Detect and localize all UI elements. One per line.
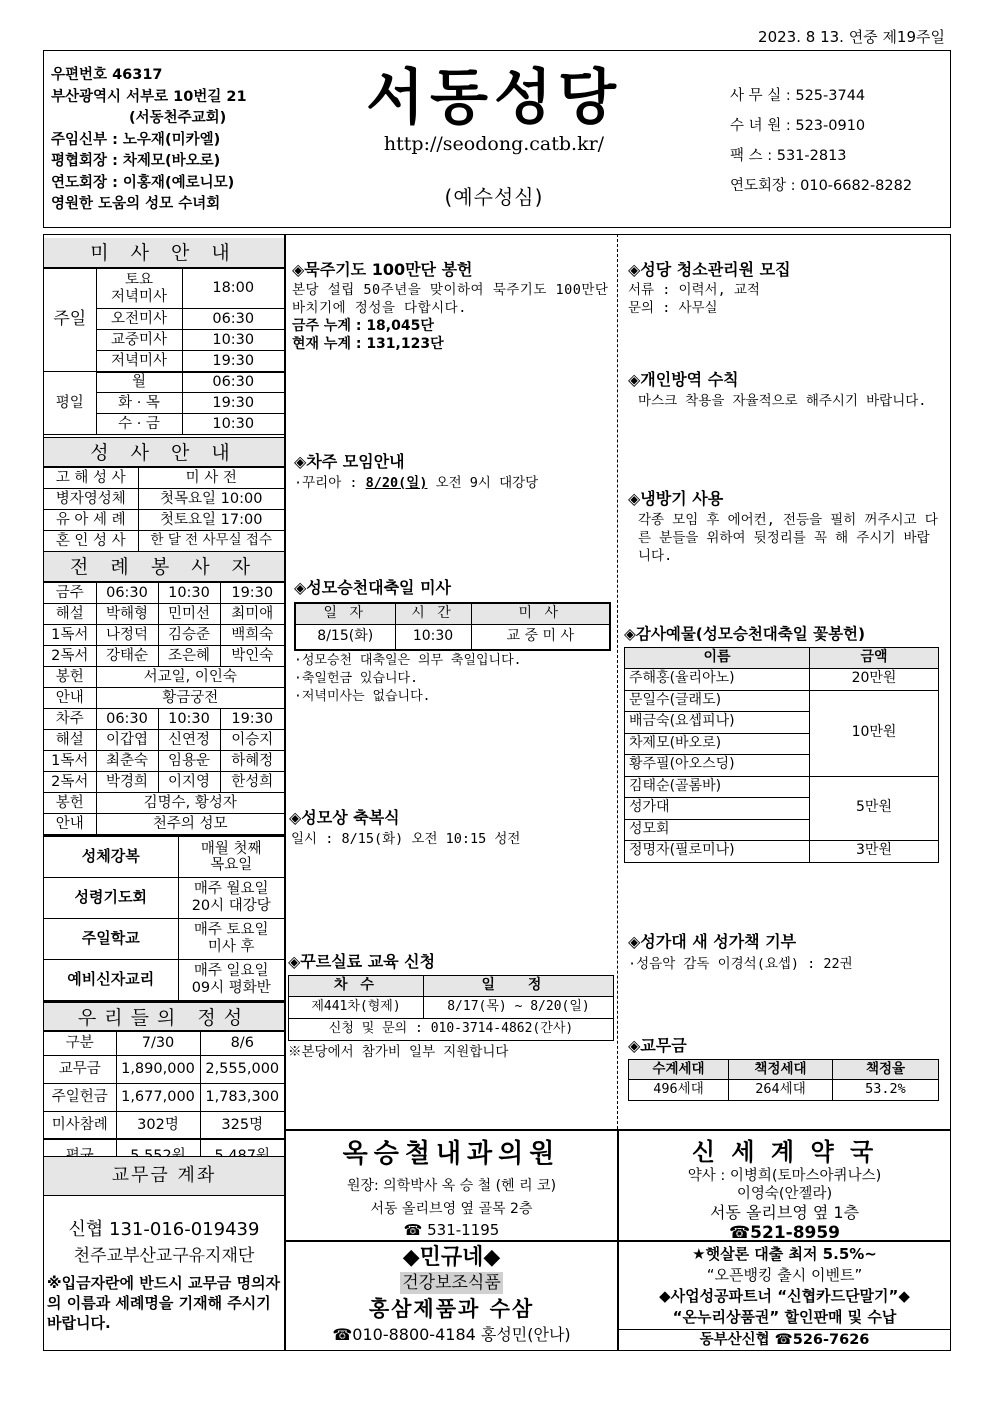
servers-header: 전 례 봉 사 자: [44, 552, 284, 582]
ginseng-phone: ☎010-8800-4184 홍성민(안나): [332, 1325, 571, 1344]
offering-label: 교무금: [44, 1055, 116, 1083]
server-name: 박경희: [96, 772, 158, 793]
thanks-header-row: [625, 648, 939, 669]
mass-header: 미 사 안 내: [44, 238, 284, 268]
sacrament-time: 미 사 전: [138, 468, 284, 489]
server-row: [44, 625, 284, 646]
sacrament-name: 병자영성체: [44, 489, 138, 510]
cursillo-contact: 신청 및 문의 : 010-3714-4862(간사): [289, 1019, 614, 1041]
website-link[interactable]: http://seodong.catb.kr/: [383, 133, 605, 155]
group-schedule: 매월 첫째 목요일: [178, 836, 284, 877]
server-name: 신연정: [158, 730, 220, 751]
servers-table: [44, 582, 284, 835]
group-name: 성령기도회: [44, 877, 178, 918]
server-row: [44, 709, 284, 730]
meeting-line: [294, 474, 616, 492]
cursillo-note: ※본당에서 참가비 일부 지원합니다: [288, 1044, 509, 1060]
note-item: ·성모승천 대축일은 의무 축일입니다.: [294, 653, 522, 668]
feast-subtitle: (예수성심): [444, 185, 544, 209]
mass-table: [44, 268, 284, 435]
donation-amount: 5만원: [810, 776, 939, 841]
bank-voucher: “온누리상품권” 할인판매 및 수납: [672, 1308, 897, 1326]
aircon-body: 각종 모임 후 에어컨, 전등을 필히 꺼주시고 다른 분들을 위하여 뒷정리를 꼭 해 주시기 바랍니다.: [638, 512, 938, 564]
donation-amount: 3만원: [810, 841, 939, 863]
thanks-row: [625, 776, 939, 798]
fax-number: 팩 스 : 531-2813: [730, 148, 847, 164]
group-name: 주일학교: [44, 918, 178, 959]
col-amount: 금액: [810, 648, 939, 669]
dues-households: 496세대: [629, 1080, 729, 1101]
donor-name: 정명자(필로미나): [625, 841, 810, 863]
col-assessed: 책정세대: [729, 1060, 833, 1080]
server-name: 이승지: [220, 730, 284, 751]
ginseng-goods: 홍삼제품과 수삼: [368, 1297, 535, 1321]
donor-name: 차제모(바오로): [625, 733, 810, 755]
aircon-title: ◈냉방기 사용: [628, 489, 724, 508]
council-president: 평협회장 : 차제모(바오로): [51, 153, 221, 169]
col-name: 이름: [625, 648, 810, 669]
account-note: ※입금자란에 반드시 교무금 명의자의 이름과 세례명을 기재해 주시기 바랍니다.: [47, 1274, 281, 1332]
server-role: 1독서: [44, 751, 96, 772]
blessing-body: 일시 : 8/15(화) 오전 10:15 성전: [291, 831, 521, 847]
sacrament-name: 유 아 세 례: [44, 510, 138, 531]
server-row: [44, 772, 284, 793]
server-role: 안내: [44, 814, 96, 835]
bank-ad: [619, 1242, 950, 1350]
donation-amount: 10만원: [810, 690, 939, 776]
offering-value: 1,677,000: [116, 1083, 200, 1111]
mass-time: 06:30: [182, 372, 284, 393]
server-row: [44, 793, 284, 814]
server-name: 민미선: [158, 604, 220, 625]
server-name: 서교일, 이인숙: [96, 667, 284, 688]
groups-table: [44, 835, 284, 1001]
column-divider-dashed: [617, 234, 618, 1129]
ginseng-shop-name: ◆민규네◆: [402, 1245, 501, 1270]
convent-phone: 수 녀 원 : 523-0910: [730, 118, 866, 134]
server-row: [44, 814, 284, 835]
server-name: 19:30: [220, 583, 284, 604]
meeting-date: 8/20(일): [365, 475, 428, 491]
col-date: 일 자: [295, 603, 395, 624]
group-name: 성체강복: [44, 836, 178, 877]
offering-value: 2,555,000: [200, 1055, 284, 1083]
blessing-section: [289, 808, 611, 848]
server-name: 최춘숙: [96, 751, 158, 772]
server-name: 이지영: [158, 772, 220, 793]
account-number: 신협 131-016-019439: [68, 1219, 260, 1240]
offering-table: [44, 1031, 284, 1173]
server-name: 이갑엽: [96, 730, 158, 751]
offering-col: 구분: [44, 1031, 116, 1055]
server-row: [44, 646, 284, 667]
col-households: 수계세대: [629, 1060, 729, 1080]
server-name: 최미애: [220, 604, 284, 625]
cleaner-title: ◈성당 청소관리원 모집: [628, 260, 791, 279]
offering-header-row: [44, 1031, 284, 1055]
server-name: 10:30: [158, 709, 220, 730]
server-name: 19:30: [220, 709, 284, 730]
server-name: 강태순: [96, 646, 158, 667]
dues-section: [628, 1036, 940, 1101]
cursillo-session: 제441차(형제): [289, 997, 424, 1019]
server-row: [44, 688, 284, 709]
server-row: [44, 751, 284, 772]
page-title: 서동성당: [366, 63, 622, 133]
offering-value: 1,783,300: [200, 1083, 284, 1111]
note-item: ·저녁미사는 없습니다.: [294, 689, 431, 704]
assumption-section: [294, 578, 612, 706]
col-time: 시 간: [395, 603, 471, 624]
offering-row: [44, 1055, 284, 1083]
server-name: 06:30: [96, 583, 158, 604]
pharmacist-1: 약사 : 이병희(토마스아퀴나스): [687, 1168, 882, 1184]
rosary-weekly-count: 금주 누계 : 18,045단: [292, 318, 434, 334]
group-row: [44, 836, 284, 877]
sat-evening: 토요 저녁미사: [96, 269, 182, 309]
sacrament-header: 성 사 안 내: [44, 437, 284, 467]
server-name: 나정덕: [96, 625, 158, 646]
cleaner-docs: 서류 : 이력서, 교적: [628, 282, 760, 298]
offering-row: [44, 1083, 284, 1111]
pastor: 주임신부 : 노우재(미카엘): [51, 131, 221, 148]
pharmacy-phone: ☎521-8959: [728, 1223, 841, 1243]
weekday-label: 평일: [44, 372, 96, 435]
hymnal-section: [628, 932, 940, 973]
account-header: 교무금 계좌: [44, 1156, 284, 1196]
pharmacy-name: 신 세 계 약 국: [691, 1138, 878, 1166]
bank-loan: ★햇살론 대출 최저 5.5%~: [692, 1245, 877, 1263]
rosary-section: [292, 260, 614, 353]
dues-table: [628, 1059, 939, 1101]
offering-row: [44, 1111, 284, 1139]
postal-code: 우편번호 46317: [51, 67, 163, 83]
offering-value: 325명: [200, 1111, 284, 1139]
assumption-title: ◈성모승천대축일 미사: [294, 578, 451, 597]
dues-title: ◈교무금: [628, 1036, 687, 1055]
server-role: 해설: [44, 730, 96, 751]
server-role: 안내: [44, 688, 96, 709]
server-role: 1독서: [44, 625, 96, 646]
server-name: 황금궁전: [96, 688, 284, 709]
masthead: [43, 50, 951, 228]
cleaner-inquiry: 문의 : 사무실: [628, 300, 718, 316]
server-name: 천주의 성모: [96, 814, 284, 835]
left-sidebar: [44, 238, 284, 1332]
address-block: [51, 65, 311, 216]
rosary-title: ◈묵주기도 100만단 봉헌: [292, 260, 473, 279]
office-phone: 사 무 실 : 525-3744: [730, 88, 866, 104]
group-row: [44, 877, 284, 918]
offering-label: 주일헌금: [44, 1083, 116, 1111]
assumption-table: [294, 602, 611, 651]
offering-col: 8/6: [200, 1031, 284, 1055]
server-role: 봉헌: [44, 793, 96, 814]
assumption-notes: [294, 652, 612, 706]
yeondo-president: 연도회장 : 이홍재(예로니모): [51, 174, 235, 191]
server-name: 김승준: [158, 625, 220, 646]
group-schedule: 매주 토요일 미사 후: [178, 918, 284, 959]
assumption-time: 10:30: [395, 624, 471, 650]
group-name: 예비신자교리: [44, 959, 178, 1000]
mass-time: 18:00: [182, 269, 284, 309]
clinic-ad: [286, 1131, 617, 1240]
group-row: [44, 918, 284, 959]
server-role: 해설: [44, 604, 96, 625]
server-role: 금주: [44, 583, 96, 604]
server-role: 차주: [44, 709, 96, 730]
street-address: 부산광역시 서부로 10번길 21: [51, 88, 247, 105]
dues-rate: 53.2%: [833, 1080, 939, 1101]
thanks-row: [625, 841, 939, 863]
col-rate: 책정율: [833, 1060, 939, 1080]
col-mass: 미 사: [471, 603, 610, 624]
meeting-section: [294, 452, 616, 492]
mass-time: 19:30: [182, 393, 284, 414]
server-name: 06:30: [96, 709, 158, 730]
mass-time: 10:30: [182, 330, 284, 351]
bank-event: “오픈뱅킹 출시 이벤트”: [706, 1266, 863, 1284]
meeting-detail: 오전 9시 대강당: [427, 475, 539, 491]
pharmacist-2: 이영숙(안젤라): [736, 1186, 833, 1202]
group-row: [44, 959, 284, 1000]
contact-list: [730, 81, 950, 201]
pharmacy-location: 서동 올리브영 옆 1층: [709, 1203, 860, 1222]
clinic-phone: ☎ 531-1195: [403, 1221, 500, 1239]
offering-header: 우리들의 정성: [44, 1001, 284, 1031]
aircon-section: [628, 489, 940, 565]
server-name: 10:30: [158, 583, 220, 604]
ginseng-ad: [286, 1242, 617, 1350]
sacrament-name: 혼 인 성 사: [44, 531, 138, 552]
rosary-total-count: 현재 누계 : 131,123단: [292, 336, 444, 352]
church-name: (서동천주교회): [129, 110, 227, 126]
mass-day: 화 · 목: [96, 393, 182, 414]
mass-time: 10:30: [182, 414, 284, 435]
thanks-table: [624, 647, 939, 863]
thanks-section: [624, 624, 942, 863]
sunday-label: 주일: [44, 269, 96, 372]
server-row: [44, 730, 284, 751]
cleaner-section: [628, 260, 940, 317]
hymnal-body: ·성음악 감독 이경석(요셉) : 22권: [628, 956, 853, 972]
cursillo-title: ◈꾸르실료 교육 신청: [288, 952, 436, 971]
server-name: 김명수, 황성자: [96, 793, 284, 814]
mask-title: ◈개인방역 수칙: [628, 370, 739, 389]
sacrament-time: 한 달 전 사무실 접수: [138, 531, 284, 552]
clinic-location: 서동 올리브영 옆 골목 2층: [370, 1201, 533, 1217]
sisters: 영원한 도움의 성모 수녀회: [51, 196, 221, 212]
col-schedule: 일 정: [424, 976, 614, 997]
col-session: 차 수: [289, 976, 424, 997]
bank-name: 동부산신협 ☎526-7626: [619, 1329, 950, 1350]
server-name: 한성희: [220, 772, 284, 793]
donor-name: 성가대: [625, 798, 810, 820]
mask-section: [628, 370, 940, 410]
dues-assessed: 264세대: [729, 1080, 833, 1101]
server-name: 백희숙: [220, 625, 284, 646]
donation-amount: 20만원: [810, 669, 939, 691]
donor-name: 성모회: [625, 819, 810, 841]
offering-value: 1,890,000: [116, 1055, 200, 1083]
offering-label: 미사참례: [44, 1111, 116, 1139]
bank-card: ◆사업성공파트너 “신협카드단말기”◆: [659, 1287, 910, 1305]
clinic-name: 옥승철내과의원: [342, 1139, 561, 1169]
thanks-title: ◈감사예물(성모승천대축일 꽃봉헌): [624, 625, 866, 643]
ginseng-tag: 건강보조식품: [402, 1273, 501, 1293]
offering-col: 7/30: [116, 1031, 200, 1055]
issue-date: 2023. 8 13. 연중 제19주일: [758, 28, 945, 46]
donor-name: 김태순(골롬바): [625, 776, 810, 798]
clinic-director: 원장: 의학박사 옥 승 철 (헨 리 코): [346, 1178, 557, 1194]
group-schedule: 매주 월요일 20시 대강당: [178, 877, 284, 918]
mask-body: 마스크 착용을 자율적으로 해주시기 바랍니다.: [638, 393, 927, 409]
mass-day: 수 · 금: [96, 414, 182, 435]
cursillo-table: [288, 975, 614, 1041]
thanks-row: [625, 690, 939, 712]
offering-value: 302명: [116, 1111, 200, 1139]
server-role: 봉헌: [44, 667, 96, 688]
mass-name: 교중미사: [96, 330, 182, 351]
cursillo-dates: 8/17(목) ~ 8/20(일): [424, 997, 614, 1019]
sacrament-time: 첫목요일 10:00: [138, 489, 284, 510]
server-name: 조은혜: [158, 646, 220, 667]
server-name: 박해형: [96, 604, 158, 625]
note-item: ·축일헌금 있습니다.: [294, 671, 418, 686]
sacrament-name: 고 해 성 사: [44, 468, 138, 489]
blessing-title: ◈성모상 축복식: [289, 808, 400, 827]
sacrament-table: [44, 467, 284, 552]
server-role: 2독서: [44, 772, 96, 793]
pharmacy-ad: [619, 1131, 950, 1243]
thanks-row: [625, 669, 939, 691]
donor-name: 주해홍(율리아노): [625, 669, 810, 691]
meeting-prefix: ·꾸리아 :: [294, 475, 366, 491]
server-name: 임용운: [158, 751, 220, 772]
cursillo-section: [288, 952, 614, 1061]
mass-name: 오전미사: [96, 309, 182, 330]
server-name: 박인숙: [220, 646, 284, 667]
group-schedule: 매주 일요일 09시 평화반: [178, 959, 284, 1000]
assumption-mass: 교 중 미 사: [471, 624, 610, 650]
account-holder: 천주교부산교구유지재단: [73, 1246, 255, 1266]
rosary-body: 본당 설립 50주년을 맞이하여 묵주기도 100만단 바치기에 정성을 다합시다.: [292, 282, 609, 316]
server-name: 하혜정: [220, 751, 284, 772]
server-role: 2독서: [44, 646, 96, 667]
mass-day: 월: [96, 372, 182, 393]
assumption-date: 8/15(화): [295, 624, 395, 650]
donor-name: 배금숙(요셉피나): [625, 712, 810, 734]
donor-name: 황주필(아오스딩): [625, 755, 810, 777]
server-row: [44, 583, 284, 604]
mass-time: 19:30: [182, 351, 284, 372]
server-row: [44, 667, 284, 688]
donor-name: 문일수(글래도): [625, 690, 810, 712]
mass-name: 저녁미사: [96, 351, 182, 372]
hymnal-title: ◈성가대 새 성가책 기부: [628, 932, 797, 951]
sacrament-time: 첫토요일 17:00: [138, 510, 284, 531]
mass-time: 06:30: [182, 309, 284, 330]
meeting-title: ◈차주 모임안내: [294, 452, 405, 471]
yeondo-phone: 연도회장 : 010-6682-8282: [730, 178, 913, 194]
server-row: [44, 604, 284, 625]
